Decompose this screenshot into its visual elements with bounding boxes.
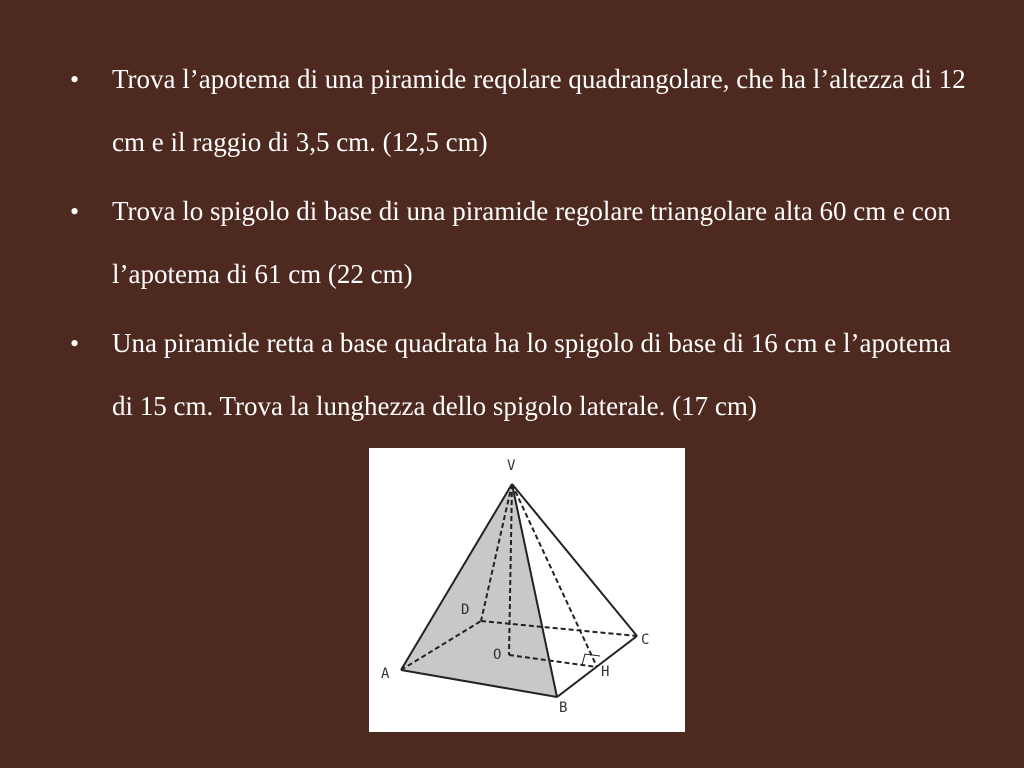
bullet-symbol: • bbox=[70, 329, 80, 358]
bullet-text-2: Trova lo spigolo di base di una piramide regolare triangolare alta 60 cm e con l’apotema di 61 cm (22 cm) bbox=[112, 196, 951, 289]
label-v: V bbox=[507, 458, 516, 474]
bullet-item-1 bbox=[70, 48, 970, 174]
bullet-list bbox=[70, 48, 970, 444]
bullet-item-3 bbox=[70, 312, 970, 438]
bullet-symbol: • bbox=[70, 197, 80, 226]
bullet-text-1: Trova l’apotema di una piramide reqolare quadrangolare, che ha l’altezza di 12 cm e il raggio di 3,5 cm. (12,5 cm) bbox=[112, 64, 966, 157]
bullet-text-3: Una piramide retta a base quadrata ha lo spigolo di base di 16 cm e l’apotema di 15 cm. Trova la lunghezza dello spigolo laterale. (17 cm) bbox=[112, 328, 951, 421]
label-a: A bbox=[381, 666, 390, 682]
bullet-item-2 bbox=[70, 180, 970, 306]
pyramid-diagram bbox=[369, 448, 685, 732]
pyramid-figure bbox=[369, 448, 685, 732]
bullet-symbol: • bbox=[70, 65, 80, 94]
label-b: B bbox=[559, 700, 568, 716]
label-h: H bbox=[601, 664, 610, 680]
label-c: C bbox=[641, 632, 650, 648]
label-o: O bbox=[493, 647, 502, 663]
label-d: D bbox=[461, 602, 470, 618]
